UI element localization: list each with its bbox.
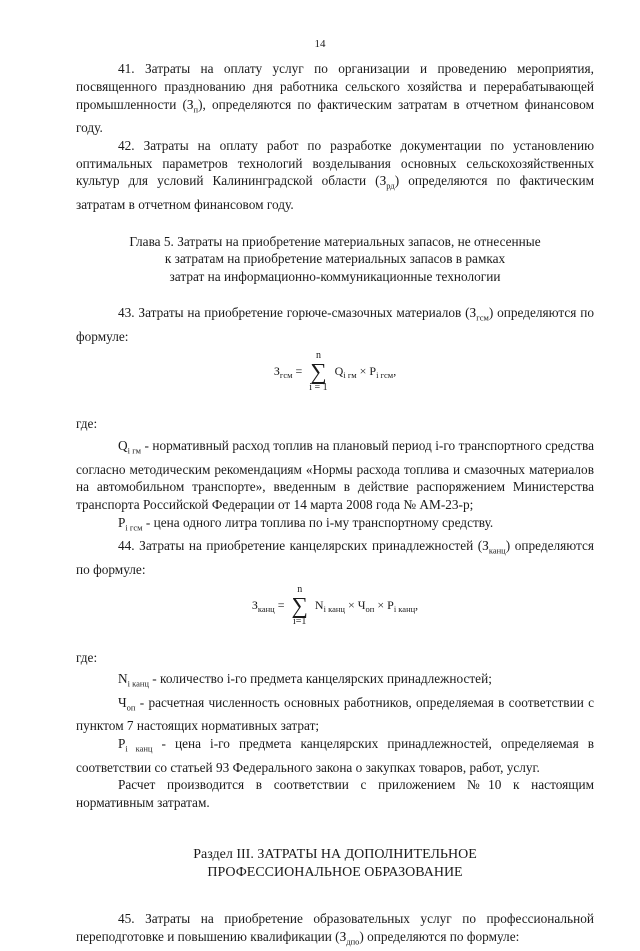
definition-stationery-quantity: $N_{i канц}$ - количество i-го предмета канцелярских принадлежностей; <box>118 671 492 690</box>
calculation-note: Расчет производится в соответствии с приложением №10 к настоящим нормативным затратам. <box>76 777 594 811</box>
summation-sign: n ∑ i = 1 <box>309 350 328 394</box>
where-label: где: <box>76 416 98 432</box>
chapter-5-heading: Глава 5. Затраты на приобретение материальных запасов, не отнесенные к затратам на приобретение материальных запасов в рамках затрат на информационно-коммуникационные технологии <box>129 233 541 285</box>
formula-stationery-costs: $З_{канц} = n$ ∑ i=1 $N_{i канц} \times Ч_{оп} \times P_{i канц}$, <box>251 583 419 627</box>
definition-fuel-price: $P_{i гсм}$ - цена одного литра топлива по i-му транспортному средству. <box>118 514 494 533</box>
page-number: 14 <box>314 38 326 50</box>
paragraph-41: 41. Затраты на оплату услуг по организации и проведению мероприятия, посвященного празднованию дня работника сельского хозяйства и перерабатывающей промышленности $(З_п)$, определяются по фактическим затратам в отчетном финансовом году. <box>76 61 594 136</box>
summation-sign: n ∑ i=1 <box>291 583 308 627</box>
definition-employee-count: $Ч_{оп}$ - расчетная численность основных работников, определяемая в соответствии с пунктом 7 настоящих нормативных затрат; <box>76 694 594 734</box>
paragraph-43: 43. Затраты на приобретение горюче-смазочных материалов $(З_{гсм})$ определяются по формуле: <box>76 305 594 344</box>
paragraph-44: 44. Затраты на приобретение канцелярских принадлежностей $(З_{канц})$ определяются по формуле: <box>76 538 594 577</box>
definition-stationery-price: $P_{i канц}$ - цена i-го предмета канцелярских принадлежностей, определяемая в соответствии со статьей 93 Федерального закона о закупках товаров, работ, услуг. <box>76 736 595 775</box>
formula-fuel-costs: $З_{гсм} = n$ ∑ i = 1 $Q_{i гм} \times P_{i гсм}$, <box>273 350 397 394</box>
where-label: где: <box>76 649 98 665</box>
paragraph-45: 45. Затраты на приобретение образовательных услуг по профессиональной переподготовке и повышению квалификации $(З_{дпо})$ определяются по формуле: <box>76 911 594 947</box>
paragraph-42: 42. Затраты на оплату работ по разработке документации по установлению оптимальных параметров технологий возделывания основных сельскохозяйственных культур для условий Калининградской области $(З_{рд})$ определяются по фактическим затратам в отчетном финансовом году. <box>76 137 594 212</box>
definition-fuel-consumption: $Q_{i гм}$ - нормативный расход топлив на плановый период i-го транспортного средства согласно методическим рекомендациям «Нормы расхода топлива и смазочных материалов на автомобильном транспорте», введенным в действие распоряжением Министерства транспорта Российской Федерации от 14 марта 2008 года № АМ-23-р; <box>76 438 594 513</box>
section-3-heading: Раздел III. ЗАТРАТЫ НА ДОПОЛНИТЕЛЬНОЕ ПРОФЕССИОНАЛЬНОЕ ОБРАЗОВАНИЕ <box>193 847 477 881</box>
document-body <box>76 60 594 951</box>
